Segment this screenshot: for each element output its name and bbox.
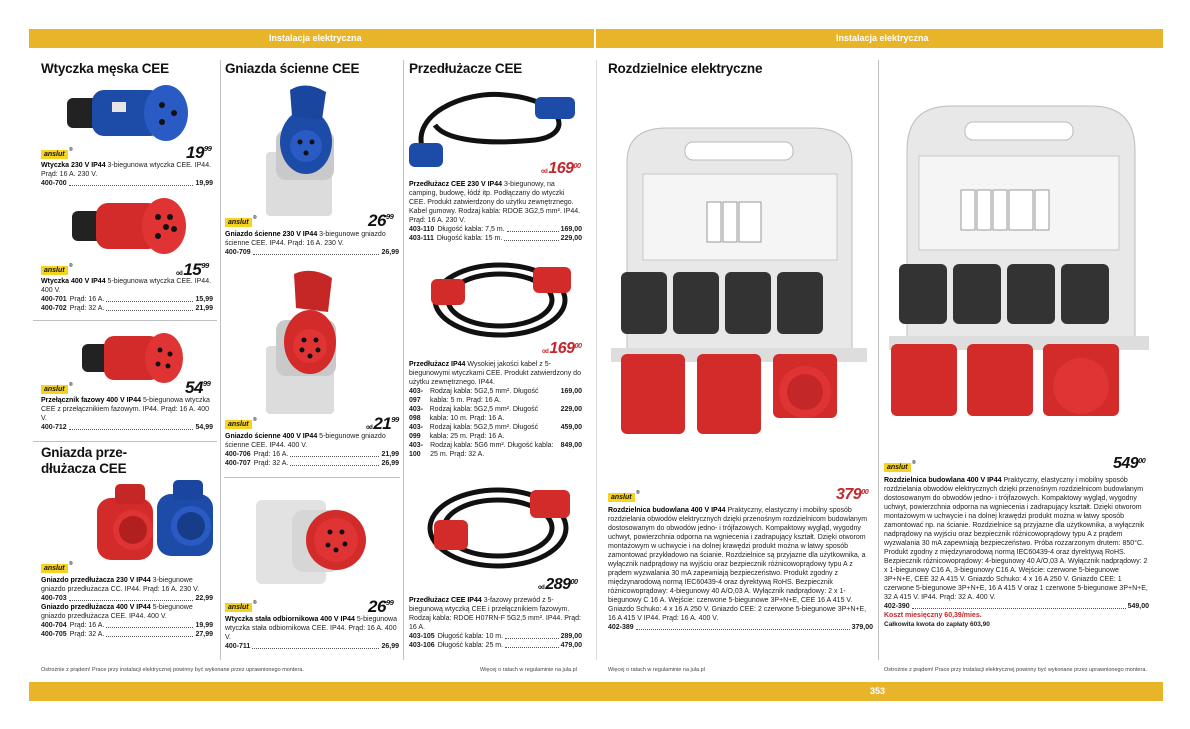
table-row: 400-712 54,99: [41, 424, 213, 431]
price: $19^{99}$: [186, 143, 212, 162]
section-title: Rozdzielnice elektryczne: [608, 61, 763, 76]
price: $379^{00}$: [836, 486, 869, 503]
divider: [878, 60, 879, 660]
brand-badge: anslut ®: [884, 463, 911, 472]
divider: [596, 60, 597, 660]
table-row: 403-110 Długość kabla: 7,5 m. 169,00: [409, 226, 582, 233]
brand-badge: anslut ®: [41, 266, 68, 275]
installment-link[interactable]: Więcej o ratach w regulaminie na jula.pl: [608, 667, 705, 673]
header-title-left: Instalacja elektryczna: [269, 33, 362, 43]
section-title: Przedłużacze CEE: [409, 61, 523, 76]
installment-link[interactable]: Więcej o ratach w regulaminie na jula.pl: [480, 667, 577, 673]
table-row: 400-709 26,99: [225, 249, 399, 256]
divider: [403, 60, 404, 660]
table-row: 400-705 Prąd: 32 A. 27,99: [41, 631, 213, 638]
page-number: 353: [870, 686, 886, 696]
price: $od289^{00}$: [538, 576, 578, 593]
price: $od15^{99}$: [176, 260, 209, 279]
blue-plug-image: [62, 80, 192, 150]
price: $549^{00}$: [1113, 455, 1146, 472]
product: Gniazdo ścienne 400 V IP44 5-biegunowe gniazdo ścienne CEE. IP44. 400 V. 400-706 Prąd: 16 A. 21,99 400-707 Prąd: 32 A. 26,99: [225, 433, 399, 467]
product: Wtyczka 230 V IP44 3-biegunowa wtyczka CEE. IP44. Prąd: 16 A. 230 V. 400-700 19,99: [41, 162, 213, 187]
brand-badge: anslut ®: [225, 218, 252, 227]
table-row: 400-704 Prąd: 16 A. 19,99: [41, 622, 213, 629]
product: Przełącznik fazowy 400 V IP44 5-biegunowa wtyczka CEE z przełącznikiem fazowym. IP44. Prąd: 16 A. 400 V. 400-712 54,99: [41, 397, 213, 431]
section-title: Wtyczka męska CEE: [41, 61, 169, 76]
price: $od169^{00}$: [541, 160, 581, 177]
brand-badge: anslut ®: [608, 493, 635, 502]
table-row: 400-701 Prąd: 16 A. 15,99: [41, 296, 213, 303]
blue-wall-socket-image: [262, 80, 352, 220]
brand-badge: anslut ®: [41, 150, 68, 159]
divider: [220, 60, 221, 660]
price: $26^{99}$: [368, 211, 394, 230]
product: Wtyczka stała odbiornikowa 400 V IP44 5-biegunowa wtyczka stała odbiornikowa CEE. IP44. Prąd: 16 A. 400 V. 400-711 26,99: [225, 616, 399, 650]
table-row: 400-703 22,99: [41, 595, 213, 602]
price: $54^{99}$: [185, 378, 211, 397]
product: Rozdzielnica budowlana 400 V IP44 Praktyczny, elastyczny i mobilny sposób rozdzielania obwodów elektrycznych dzięki przenośnym rozdzielnicom budowlanym dostosowanym do obwodów jedno- i trójfazowych. Kompaktowy wygląd, wygodny uchwyt, powierzchnia odporna na wgniecenia i zadrapujący kształt. Dzięki otworom montażowym w uchwycie i na dolnej krawędzi produkt można w łatwy sposób zamontować np. na ścianie. Rozdzielnice są przyjazne dla użytkownika, a wyłącznik nadprądowy na wyjściu oraz bezpiecznik różnicowoprądowy typu A z prądem wyzwalania 30 mA zapewniają bezpieczeństwo. Próba rozzarzonym drutem: 850°C. Produkt zgodny z międzynarodową normą IEC60439-4 oraz dyrektywą RoHS. Bezpiecznik różnicowoprądowy: 4-biegunowy 40 A/O,03 A. Wyłącznik nadprądowy: 2 x 1-biegunowy C16 A, 3-biegunowy C16 A. Wejście: czerwone 5-biegunowe 3P+N+E, CEE 32 A 415 V. Gniazdo Schuko: 4 x 16 A 250 V. Gniazdo CEE: 1 czerwone 5-biegunowe 3P+N+E, 16 A 415 V oraz 1 czerwone 5-biegunowe 3P+N+E, 32 A 415 V. IP44. Prąd: 32 A. 400 V. 402-390 549,00 Koszt miesięczny 60,39/mies. Całkowita kwota do zapłaty 603,90: [884, 477, 1149, 628]
table-row: 402-389 379,00: [608, 624, 873, 631]
product: Gniazdo ścienne 230 V IP44 3-biegunowe gniazdo ścienne CEE. IP44. Prąd: 16 A. 230 V. 400-709 26,99: [225, 231, 399, 256]
product: Przedłużacz CEE 230 V IP44 3-biegunowy, na camping, budowę, łódź itp. Podłączany do wtyczki CEE. Produkt zatwierdzony do użytku zewnętrznego. Kabel gumowy. Rodzaj kabla: RDOE 3G2,5 mm². IP44. Prąd: 16 A. 230 V. 403-110 Długość kabla: 7,5 m. 169,00 403-111 Długość kabla: 15 m. 229,00: [409, 181, 582, 242]
table-row: 400-711 26,99: [225, 643, 399, 650]
section-title: Gniazda prze- dłużacza CEE: [41, 445, 127, 477]
distribution-board-large-image: [885, 100, 1155, 420]
brand-badge: anslut ®: [225, 420, 252, 429]
table-row: 400-702 Prąd: 32 A. 21,99: [41, 305, 213, 312]
divider: [33, 441, 217, 442]
price: $od169^{00}$: [542, 340, 582, 357]
table-row: 403-111 Długość kabla: 15 m. 229,00: [409, 235, 582, 242]
table-row: 400-707 Prąd: 32 A. 26,99: [225, 460, 399, 467]
table-row: 403-099 Rodzaj kabla: 5G2,5 mm². Długość kabla: 25 m. Prąd: 16 A. 459,00: [409, 424, 582, 440]
brand-badge: anslut ®: [41, 385, 68, 394]
phase-switch-plug-image: [80, 328, 185, 388]
total-cost: Całkowita kwota do zapłaty 603,90: [884, 621, 990, 628]
brand-badge: anslut ®: [225, 603, 252, 612]
price: $od21^{99}$: [366, 414, 399, 433]
table-row: 403-098 Rodzaj kabla: 5G2,5 mm². Długość kabla: 10 m. Prąd: 16 A. 229,00: [409, 406, 582, 422]
divider: [224, 477, 400, 478]
divider: [33, 320, 217, 321]
header-bar-left: [29, 29, 594, 48]
safety-note: Ostrożnie z prądem! Prace przy instalacji elektrycznej powinny być wykonane przez uprawnionego montera.: [41, 667, 304, 673]
footer-bar: [29, 682, 1163, 701]
distribution-board-image: [607, 122, 872, 462]
product: Wtyczka 400 V IP44 5-biegunowa wtyczka CEE. IP44. 400 V. 400-701 Prąd: 16 A. 15,99 400-702 Prąd: 32 A. 21,99: [41, 278, 213, 312]
table-row: 400-700 19,99: [41, 180, 213, 187]
safety-note: Ostrożnie z prądem! Prace przy instalacji elektrycznej powinny być wykonane przez uprawnionego montera.: [884, 667, 1147, 673]
red-extension-cable-image: [425, 255, 575, 345]
brand-badge: anslut ®: [41, 564, 68, 573]
table-row: 403-100 Rodzaj kabla: 5G6 mm². Długość kabla: 25 m. Prąd: 32 A. 849,00: [409, 442, 582, 458]
red-wall-socket-image: [262, 268, 362, 418]
monthly-cost: Koszt miesięczny 60,39/mies.: [884, 612, 982, 619]
extension-sockets-image: [95, 478, 220, 573]
product: Przedłużacz IP44 Wysokiej jakości kabel z 5-biegunowymi wtyczkami CEE. Produkt zatwierdzony do użytku zewnętrznego. IP44. 403-097 Rodzaj kabla: 5G2,5 mm². Długość kabla: 5 m. Prąd: 16 A. 169,00 403-098 Rodzaj kabla: 5G2,5 mm². Długość kabla: 10 m. Prąd: 16 A. 229,00 403-099 Rodzaj kabla: 5G2,5 mm². Długość kabla: 25 m. Prąd: 16 A. 459,00 403-100 Rodzaj kabla: 5G6 mm². Długość kabla: 25 m. Prąd: 32 A. 849,00: [409, 361, 582, 458]
product: Przedłużacz CEE IP44 3-fazowy przewód z 5-biegunową wtyczką CEE i przełącznikiem fazowym. Rodzaj kabla: RDOE H07RN-F 5G2,5 mm². IP44. Prąd: 16 A. 403-105 Długość kabla: 10 m. 289,00 403-106 Długość kabla: 25 m. 479,00: [409, 597, 582, 649]
section-title: Gniazda ścienne CEE: [225, 61, 360, 76]
product: Gniazdo przedłużacza 230 V IP44 3-biegunowe gniazdo przedłużacza CC. IP44. Prąd: 16 A. 230 V. 400-703 22,99 Gniazdo przedłużacza 400 V IP44 5-biegunowe gniazdo przedłużacza CEE. IP44. 400 V. 400-704 Prąd: 16 A. 19,99 400-705 Prąd: 32 A. 27,99: [41, 577, 213, 638]
fixed-plug-image: [252, 490, 372, 590]
product: Rozdzielnica budowlana 400 V IP44 Praktyczny, elastyczny i mobilny sposób rozdzielania obwodów elektrycznych dzięki przenośnym rozdzielnicom budowlanym dostosowanym do obwodów jedno- i trójfazowych. Kompaktowy wygląd, wygodny uchwyt, powierzchnia odporna na wgniecenia i zadrapujący kształt. Dzięki otworom montażowym w uchwycie i na dolnej krawędzi produkt można w łatwy sposób zamontować przykładowo na ścianie. Rozdzielnice są przyjazne dla użytkownika, a wyłącznik nadprądowy na wyjściu oraz bezpiecznik różnicowoprądowy typu A z prądem wyzwalania 30 mA zapewniają bezpieczeństwo. Produkt zgodny z międzynarodową normą IEC60439-4 oraz dyrektywą RoHS. Bezpiecznik różnicowoprądowy: 4-biegunowy 40 A/O,03 A. Wyłącznik nadprądowy: 2 x 1-biegunowy C 16 A. Wejście: czerwone 5-biegunowe 3P+N+E, CEE 16 A 415 V. Gniazdo Schuko: 4 x 16 A 250 V. Gniazdo CEE: 2 czerwone 5-biegunowe 3P+N+E, 16 A 415 V IP44. Prąd: 16 A. 400 V. 402-389 379,00: [608, 507, 873, 631]
header-title-right: Instalacja elektryczna: [836, 33, 929, 43]
table-row: 403-106 Długość kabla: 25 m. 479,00: [409, 642, 582, 649]
table-row: 400-706 Prąd: 16 A. 21,99: [225, 451, 399, 458]
red-plug-image: [70, 195, 190, 260]
price: $26^{99}$: [368, 597, 394, 616]
table-row: 402-390 549,00: [884, 603, 1149, 610]
table-row: 403-105 Długość kabla: 10 m. 289,00: [409, 633, 582, 640]
phase-extension-cable-image: [420, 480, 575, 575]
header-bar-right: [596, 29, 1163, 48]
table-row: 403-097 Rodzaj kabla: 5G2,5 mm². Długość kabla: 5 m. Prąd: 16 A. 169,00: [409, 388, 582, 404]
